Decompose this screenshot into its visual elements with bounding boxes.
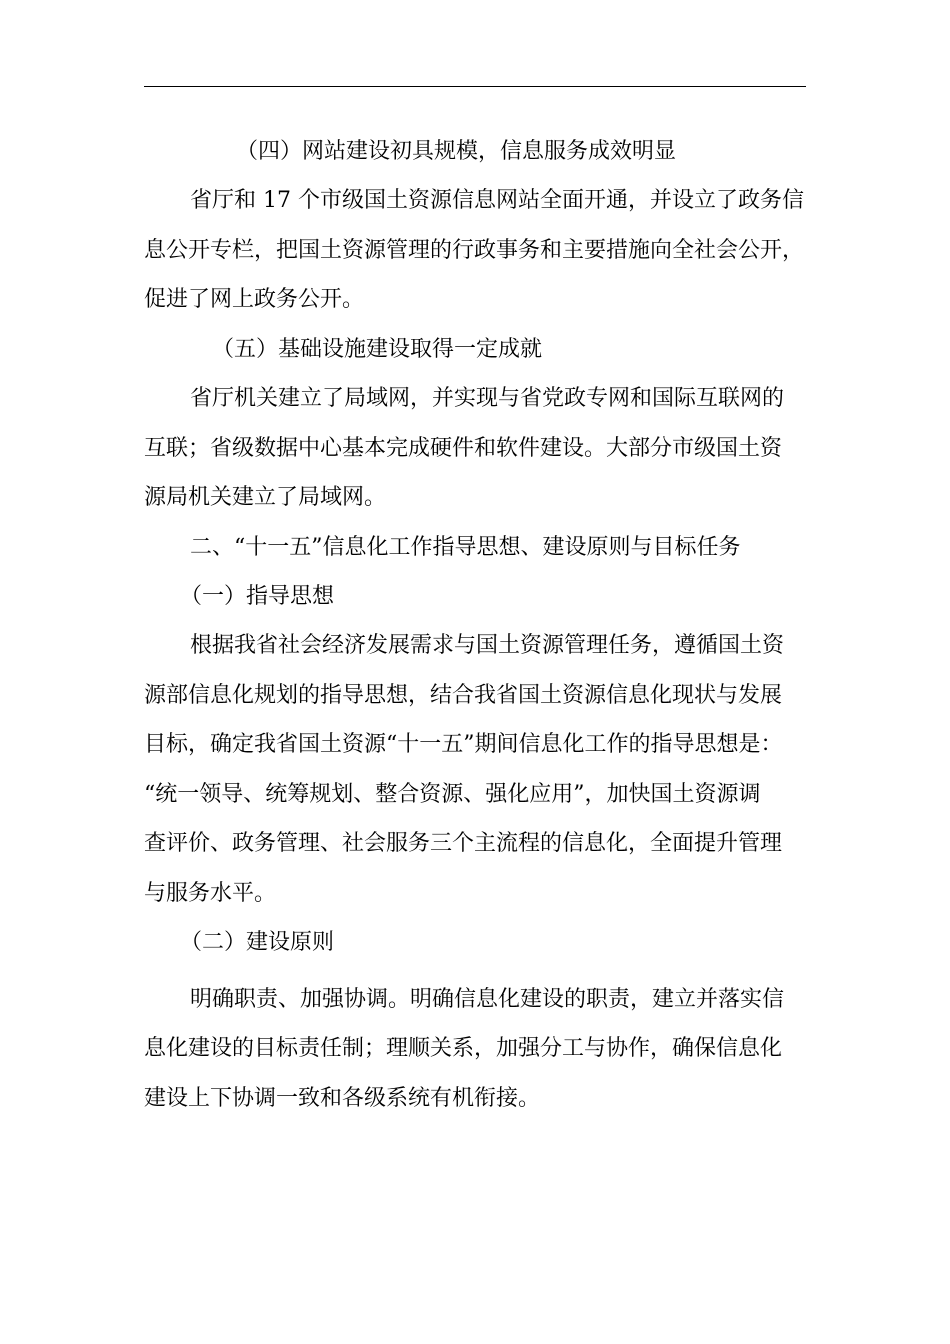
paragraph-line: 息公开专栏，把国土资源管理的行政事务和主要措施向全社会公开， (144, 238, 805, 263)
paragraph-line: 与服务水平。 (144, 881, 277, 906)
section-heading-guiding-ideology: （一）指导思想 (180, 584, 335, 609)
paragraph-line: 查评价、政务管理、社会服务三个主流程的信息化，全面提升管理 (144, 831, 783, 856)
section-heading-five: （五）基础设施建设取得一定成就 (212, 337, 543, 362)
paragraph-line: 目标，确定我省国土资源“十一五”期间信息化工作的指导思想是： (144, 732, 783, 757)
chapter-heading-two: 二、“十一五”信息化工作指导思想、建设原则与目标任务 (190, 535, 741, 560)
paragraph-line: 明确职责、加强协调。明确信息化建设的职责，建立并落实信 (190, 987, 785, 1012)
header-rule (144, 86, 806, 87)
paragraph-line: 促进了网上政务公开。 (144, 287, 365, 312)
paragraph-line: 建设上下协调一致和各级系统有机衔接。 (144, 1086, 541, 1111)
paragraph-line: 根据我省社会经济发展需求与国土资源管理任务，遵循国土资 (190, 633, 785, 658)
paragraph-line: 息化建设的目标责任制；理顺关系，加强分工与协作，确保信息化 (144, 1036, 783, 1061)
paragraph-line: “统一领导、统筹规划、整合资源、强化应用”，加快国土资源调 (144, 782, 761, 807)
section-heading-four: （四）网站建设初具规模，信息服务成效明显 (236, 139, 677, 164)
paragraph-line: 源局机关建立了局域网。 (144, 485, 387, 510)
paragraph-line: 省厅机关建立了局域网，并实现与省党政专网和国际互联网的 (190, 386, 785, 411)
section-heading-construction-principles: （二）建设原则 (180, 930, 335, 955)
paragraph-line: 源部信息化规划的指导思想，结合我省国土资源信息化现状与发展 (144, 683, 783, 708)
paragraph-line: 互联；省级数据中心基本完成硬件和软件建设。大部分市级国土资 (144, 436, 783, 461)
paragraph-line: 省厅和 17 个市级国土资源信息网站全面开通，并设立了政务信 (190, 188, 804, 213)
